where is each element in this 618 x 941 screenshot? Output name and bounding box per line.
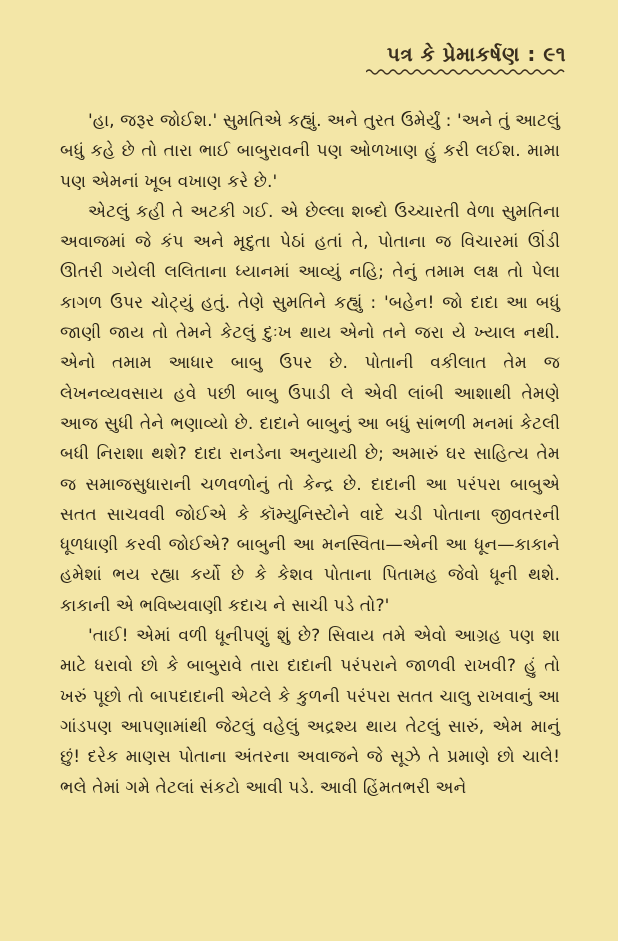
wavy-underline	[366, 68, 566, 76]
paragraph-1: 'હા, જરૂર જોઈશ.' સુમતિએ કહ્યું. અને તુરત ઉમેર્યું : 'અને તું આટલું બધું કહે છે તો તારા ભાઈ બાબુરાવની પણ ઓળખાણ હું કરી લઈશ. મામા પણ એમનાં ખૂબ વખાણ કરે છે.'	[60, 111, 560, 192]
paragraph-3: 'તાઈ! એમાં વળી ધૂનીપણું શું છે? સિવાય તમે એવો આગ્રહ પણ શા માટે ધરાવો છો કે બાબુરાવે તારા દાદાની પરંપરાને જાળવી રાખવી? હું તો ખરું પૂછો તો બાપદાદાની એટલે કે કુળની પરંપરા સતત ચાલુ રાખવાનું આ ગાંડપણ આપણામાંથી જેટલું વહેલું અદ્રશ્ય થાય તેટલું સારું, એમ માનું છું! દરેક માણસ પોતાના અંતરના અવાજને જે સૂઝે તે પ્રમાણે છો ચાલે! ભલે તેમાં ગમે તેટલાં સંકટો આવી પડે. આવી હિંમતભરી અને	[60, 626, 560, 798]
body-text	[60, 106, 560, 803]
running-head	[366, 42, 566, 76]
running-title: પત્ર કે પ્રેમાકર્ષણ : ૯૧	[386, 42, 566, 66]
paragraph-2: એટલું કહી તે અટકી ગઈ. એ છેલ્લા શબ્દો ઉચ્ચારતી વેળા સુમતિના અવાજમાં જે કંપ અને મૃદુતા પેઠાં હતાં તે, પોતાના જ વિચારમાં ઊંડી ઊતરી ગયેલી લલિતાના ધ્યાનમાં આવ્યું નહિ; તેનું તમામ લક્ષ તો પેલા કાગળ ઉપર ચોટ્યું હતું. તેણે સુમતિને કહ્યું : 'બહેન! જો દાદા આ બધું જાણી જાય તો તેમને કેટલું દુઃખ થાય એનો તને જરા યે ખ્યાલ નથી. એનો તમામ આધાર બાબુ ઉપર છે. પોતાની વકીલાત તેમ જ લેખનવ્યવસાય હવે પછી બાબુ ઉપાડી લે એવી લાંબી આશાથી તેમણે આજ સુધી તેને ભણાવ્યો છે. દાદાને બાબુનું આ બધું સાંભળી મનમાં કેટલી બધી નિરાશા થશે? દાદા રાનડેના અનુયાયી છે; અમારું ઘર સાહિત્ય તેમ જ સમાજસુધારાની ચળવળોનું તો કેન્દ્ર છે. દાદાની આ પરંપરા બાબુએ સતત સાચવવી જોઈએ કે કૉમ્યુનિસ્ટોને વાદે ચડી પોતાના જીવતરની ધૂળધાણી કરવી જોઈએ? બાબુની આ મનસ્વિતા—એની આ ધૂન—કાકાને હમેશાં ભય રહ્યા કર્યો છે કે કેશવ પોતાના પિતામહ જેવો ધૂની થશે. કાકાની એ ભવિષ્યવાણી કદાચ ને સાચી પડે તો?'	[60, 201, 560, 616]
